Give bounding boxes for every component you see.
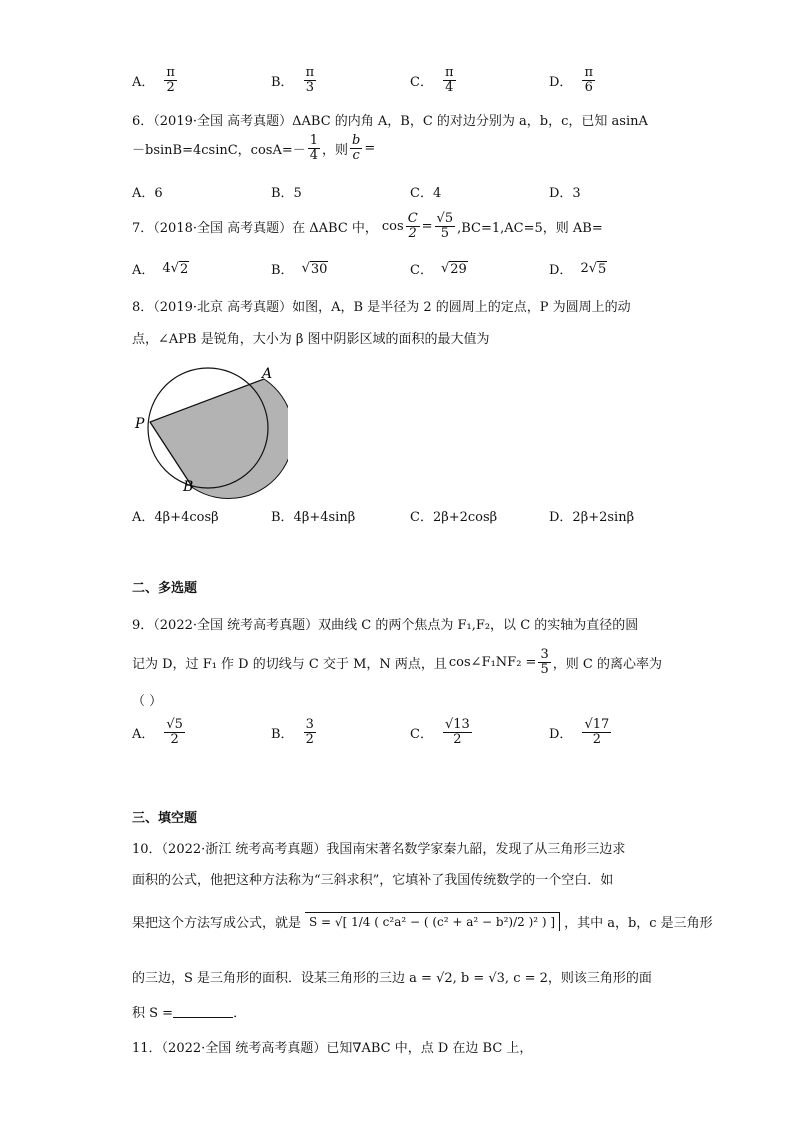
- q8-option-a: A．4β+4cosβ: [132, 510, 219, 525]
- section-fill-in: 三、填空题: [132, 811, 198, 826]
- q6-line1: 6．（2019·全国 高考真题）ΔABC 的内角 A，B，C 的对边分别为 a，b，c，已知 asinA: [132, 114, 648, 129]
- section-multiple-choice: 二、多选题: [132, 581, 198, 596]
- q9-option-d: D． $\frac{√17}{2}$: [549, 717, 610, 747]
- q6-option-c: C．4: [410, 186, 442, 201]
- q7-option-d: D． 2 √ 5: [549, 261, 607, 278]
- q6-line2: －bsinB=4csinC，cosA=－ $\frac{1}{4}$ ，则 $\frac{b}{c}$ =: [132, 133, 376, 163]
- q8-option-d: D．2β+2sinβ: [549, 510, 635, 525]
- q11-line1: 11．（2022·全国 统考高考真题）已知∇ABC 中，点 D 在边 BC 上，: [132, 1041, 533, 1056]
- q9-line2: 记为 D，过 F₁ 作 D 的切线与 C 交于 M，N 两点，且 cos∠F₁NF₂ = $\frac{3}{5}$ ，则 C 的离心率为: [132, 647, 662, 677]
- q10-formula: S = √[ 1/4 ( c²a² − ( (c² + a² − b²)/2 )² ) ]: [305, 912, 560, 931]
- q9-option-a: A． $\frac{√5}{2}$: [132, 717, 183, 747]
- q5-option-a: A． $\frac{\pi}{2}$: [132, 65, 175, 95]
- q7-option-b: B． √ 30: [271, 261, 328, 278]
- q5-option-d: D． $\frac{\pi}{6}$: [549, 65, 593, 95]
- q10-line1: 10．（2022·浙江 统考高考真题）我国南宋著名数学家秦九韶，发现了从三角形三边求: [132, 842, 626, 857]
- q8-option-c: C．2β+2cosβ: [410, 510, 498, 525]
- q7-stem: 7．（2018·全国 高考真题）在 ΔABC 中， cos $\frac{C}{2}$ = $\frac{√5}{5}$ ,BC=1,AC=5，则 AB=: [132, 211, 603, 241]
- q6-option-b: B．5: [271, 186, 302, 201]
- q8-figure: [128, 350, 288, 500]
- label-p: P: [135, 416, 145, 432]
- q7-option-a: A． 4 √ 2: [132, 261, 189, 278]
- q9-answer-bracket: （ ）: [132, 694, 163, 709]
- q9-option-c: C． $\frac{√13}{2}$: [410, 717, 470, 747]
- q9-line1: 9．（2022·全国 统考高考真题）双曲线 C 的两个焦点为 F₁,F₂，以 C 的实轴为直径的圆: [132, 618, 639, 633]
- q6-option-a: A．6: [132, 186, 163, 201]
- label-a: A: [262, 366, 273, 382]
- q5-option-b: B． $\frac{\pi}{3}$: [271, 65, 315, 95]
- label-b: B: [183, 479, 194, 495]
- q7-option-c: C． √ 29: [410, 261, 467, 278]
- answer-blank[interactable]: [173, 1005, 233, 1018]
- q10-line4: 的三边，S 是三角形的面积．设某三角形的三边 a = √2, b = √3, c = 2，则该三角形的面: [132, 971, 652, 986]
- q8-line2: 点，∠APB 是锐角，大小为 β 图中阴影区域的面积的最大值为: [132, 332, 490, 347]
- q5-option-c: C． $\frac{\pi}{4}$: [410, 65, 454, 95]
- q6-option-d: D．3: [549, 186, 581, 201]
- q10-line2: 面积的公式，他把这种方法称为“三斜求积”，它填补了我国传统数学的一个空白．如: [132, 873, 614, 888]
- q8-line1: 8．（2019·北京 高考真题）如图，A，B 是半径为 2 的圆周上的定点，P 为圆周上的动: [132, 300, 631, 315]
- q9-option-b: B． $\frac{3}{2}$: [271, 717, 314, 747]
- q10-line3: 果把这个方法写成公式，就是 S = √[ 1/4 ( c²a² − ( (c² + a² − b²)/2 )² ) ] ，其中 a，b，c 是三角形: [132, 912, 713, 931]
- q10-line5: 积 S = ．: [132, 1006, 247, 1021]
- q8-option-b: B．4β+4sinβ: [271, 510, 356, 525]
